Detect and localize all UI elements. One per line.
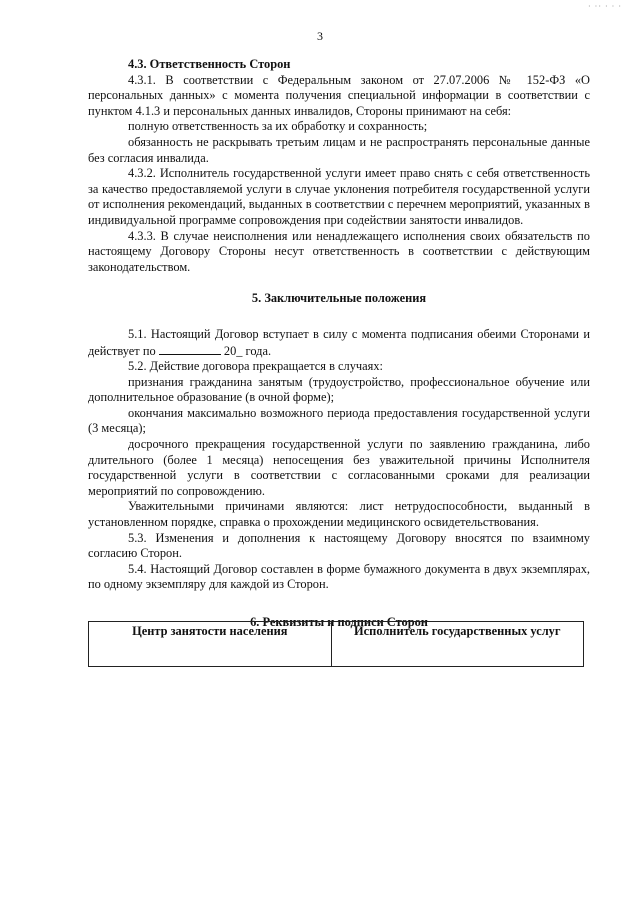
table-row bbox=[89, 622, 584, 667]
clause-5-2-note: Уважительными причинами являются: лист нетрудоспособности, выданный в установленном порядке, справка о прохождении медицинского освидетельствования. bbox=[88, 499, 590, 530]
clause-4-3-1: 4.3.1. В соответствии с Федеральным законом от 27.07.2006 № 152-ФЗ «О персональных данных» с момента получения специальной информации в соответствии с пунктом 4.1.3 и персональных данных инвалидов, Стороны принимают на себя: bbox=[88, 72, 590, 118]
clause-5-4: 5.4. Настоящий Договор составлен в форме бумажного документа в двух экземплярах, по одному экземпляру для каждой из Сторон. bbox=[88, 561, 590, 592]
clause-4-3-1-item-2: обязанность не раскрывать третьим лицам и не распространять персональные данные без согласия инвалида. bbox=[88, 134, 590, 165]
corner-mark: · ·· · · · bbox=[588, 2, 622, 11]
clause-5-2-item-3: досрочного прекращения государственной услуги по заявлению гражданина, либо длительного (более 1 месяца) непосещения без уважительной причины Исполнителя государственной услуги в соответствии с согласованными сроками для реализации мероприятий по сопровождению. bbox=[88, 437, 590, 498]
section-4-3-heading: 4.3. Ответственность Сторон bbox=[128, 57, 291, 71]
clause-5-1 bbox=[88, 327, 590, 359]
section-6-heading: 6. Реквизиты и подписи Сторон bbox=[250, 615, 428, 629]
clause-5-1-year: 20_ года. bbox=[223, 343, 272, 358]
employment-center-cell: Центр занятости населения bbox=[89, 622, 332, 667]
clause-4-3-3: 4.3.3. В случае неисполнения или ненадлежащего исполнения своих обязательств по настоящему Договору Стороны несут ответственность в соответствии с действующим законодательством. bbox=[88, 228, 590, 274]
clause-5-2: 5.2. Действие договора прекращается в случаях: bbox=[128, 359, 383, 374]
section-5-heading: 5. Заключительные положения bbox=[251, 291, 427, 306]
clause-4-3-2: 4.3.2. Исполнитель государственной услуги имеет право снять с себя ответственность за качество предоставляемой услуги в случае уклонения потребителя государственной услуги от исполнения рекомендаций, выданных в соответствии с перечнем мероприятий, указанных в индивидуальной программе сопровождения при содействии занятости инвалидов. bbox=[88, 166, 590, 227]
clause-5-2-item-2: окончания максимально возможного периода предоставления государственной услуги (3 месяца); bbox=[88, 405, 590, 436]
clause-5-3: 5.3. Изменения и дополнения к настоящему Договору вносятся по взаимному согласию Сторон. bbox=[88, 530, 590, 561]
clause-5-2-item-1: признания гражданина занятым (трудоустройство, профессиональное обучение или дополнительное образование (в очной форме); bbox=[88, 374, 590, 405]
clause-5-1-text: 5.1. Настоящий Договор вступает в силу с момента подписания обеими Сторонами и действует по bbox=[88, 326, 590, 358]
signatures-table bbox=[88, 621, 584, 667]
date-blank-line bbox=[159, 343, 221, 355]
service-provider-cell: Исполнитель государственных услуг bbox=[331, 622, 583, 667]
clause-4-3-1-item-1: полную ответственность за их обработку и сохранность; bbox=[128, 119, 428, 134]
document-body bbox=[88, 57, 590, 631]
page-number: 3 bbox=[317, 29, 323, 43]
